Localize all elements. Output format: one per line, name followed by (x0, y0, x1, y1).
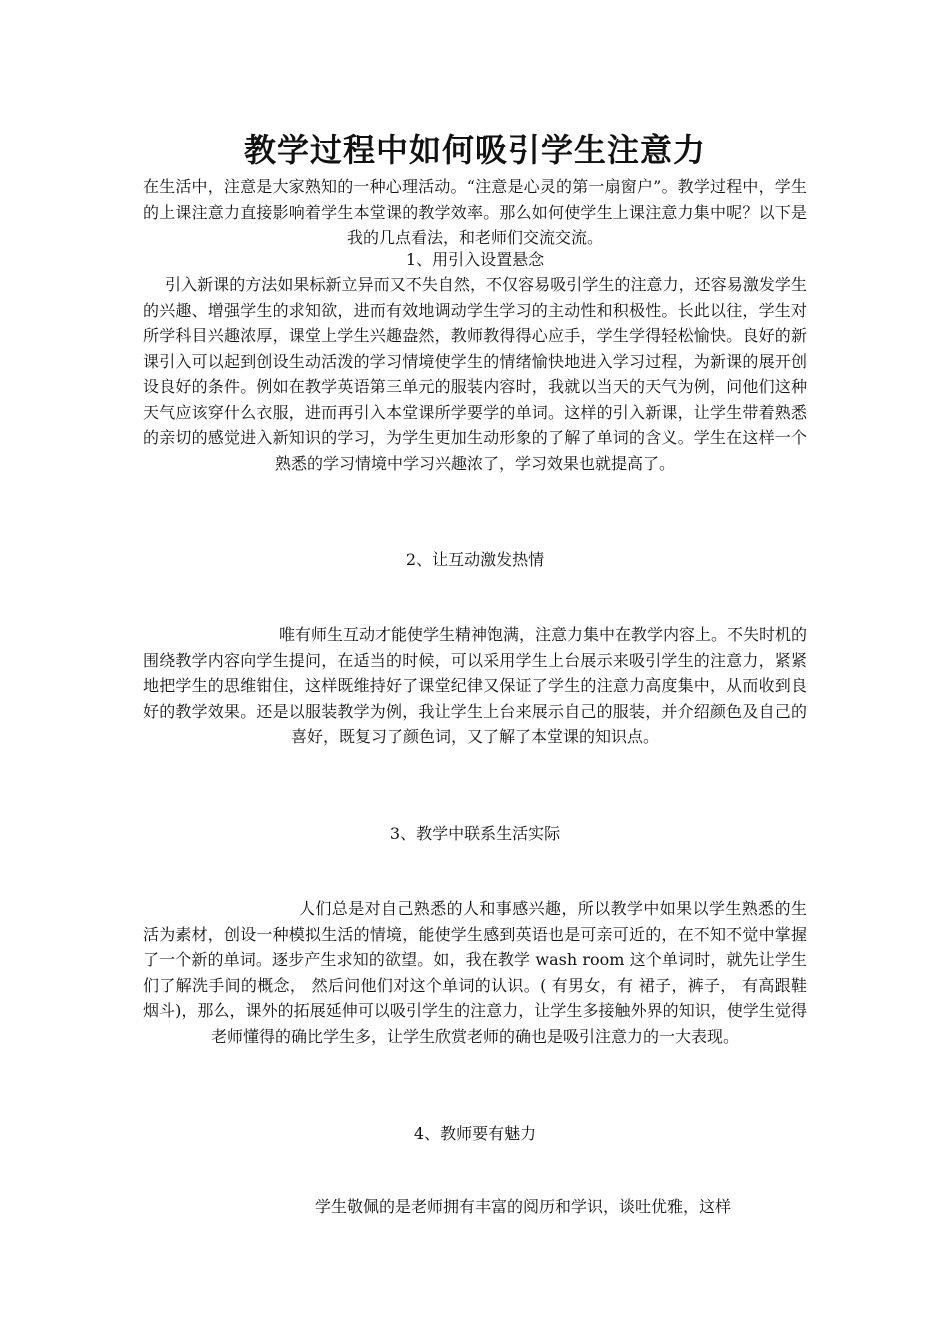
section-2-body: 唯有师生互动才能使学生精神饱满，注意力集中在教学内容上。不失时机的围绕教学内容向学生提问，在适当的时候，可以采用学生上台展示来吸引学生的注意力，紧紧地把学生的思维钳住，这样既维持好了课堂纪律又保证了学生的注意力高度集中，从而收到良好的教学效果。还是以服装教学为例，我让学生上台来展示自己的服装，并介绍颜色及自己的喜好，既复习了颜色词，又了解了本堂课的知识点。 (143, 625, 808, 746)
intro-paragraph: 在生活中，注意是大家熟知的一种心理活动。“注意是心灵的第一扇窗户”。教学过程中，学生的上课注意力直接影响着学生本堂课的教学效率。那么如何使学生上课注意力集中呢？以下是我的几点看法，和老师们交流交流。 (143, 177, 807, 247)
section-1-heading: 1、用引入设置悬念 (405, 250, 545, 269)
section-4-heading: 4、教师要有魅力 (413, 1124, 537, 1143)
section-2-heading: 2、让互动激发热情 (405, 550, 545, 569)
document-title: 教学过程中如何吸引学生注意力 (243, 131, 706, 169)
section-3-body: 人们总是对自己熟悉的人和事感兴趣，所以教学中如果以学生熟悉的生活为素材，创设一种模拟生活的情境，能使学生感到英语也是可亲可近的，在不知不觉中掌握了一个新的单词。逐步产生求知的欲望。如，我在教学 wash room 这个单词时，就先让学生们了解洗手间的概念， 然后问他们对这个单词的认识。( 有男女，有 裙子，裤子， 有高跟鞋 烟斗)，那么，课外的拓展延伸可以吸引学生的注意力，让学生多接触外界的知识，使学生觉得老师懂得的确比学生多，让学生欣赏老师的确也是吸引注意力的一大表现。 (143, 899, 807, 1046)
section-4-body: 学生敬佩的是老师拥有丰富的阅历和学识，谈吐优雅，这样 (315, 1197, 732, 1216)
section-1-body: 引入新课的方法如果标新立异而又不失自然，不仅容易吸引学生的注意力，还容易激发学生的兴趣、增强学生的求知欲，进而有效地调动学生学习的主动性和积极性。长此以往，学生对所学科目兴趣浓厚，课堂上学生兴趣盎然，教师教得得心应手，学生学得轻松愉快。良好的新课引入可以起到创设生动活泼的学习情境使学生的情绪愉快地进入学习过程，为新课的展开创设良好的条件。例如在教学英语第三单元的服装内容时，我就以当天的天气为例，问他们这种天气应该穿什么衣服，进而再引入本堂课所学要学的单词。这样的引入新课，让学生带着熟悉的亲切的感觉进入新知识的学习，为学生更加生动形象的了解了单词的含义。学生在这样一个熟悉的学习情境中学习兴趣浓了，学习效果也就提高了。 (143, 275, 807, 473)
section-3-heading: 3、教学中联系生活实际 (389, 824, 561, 843)
